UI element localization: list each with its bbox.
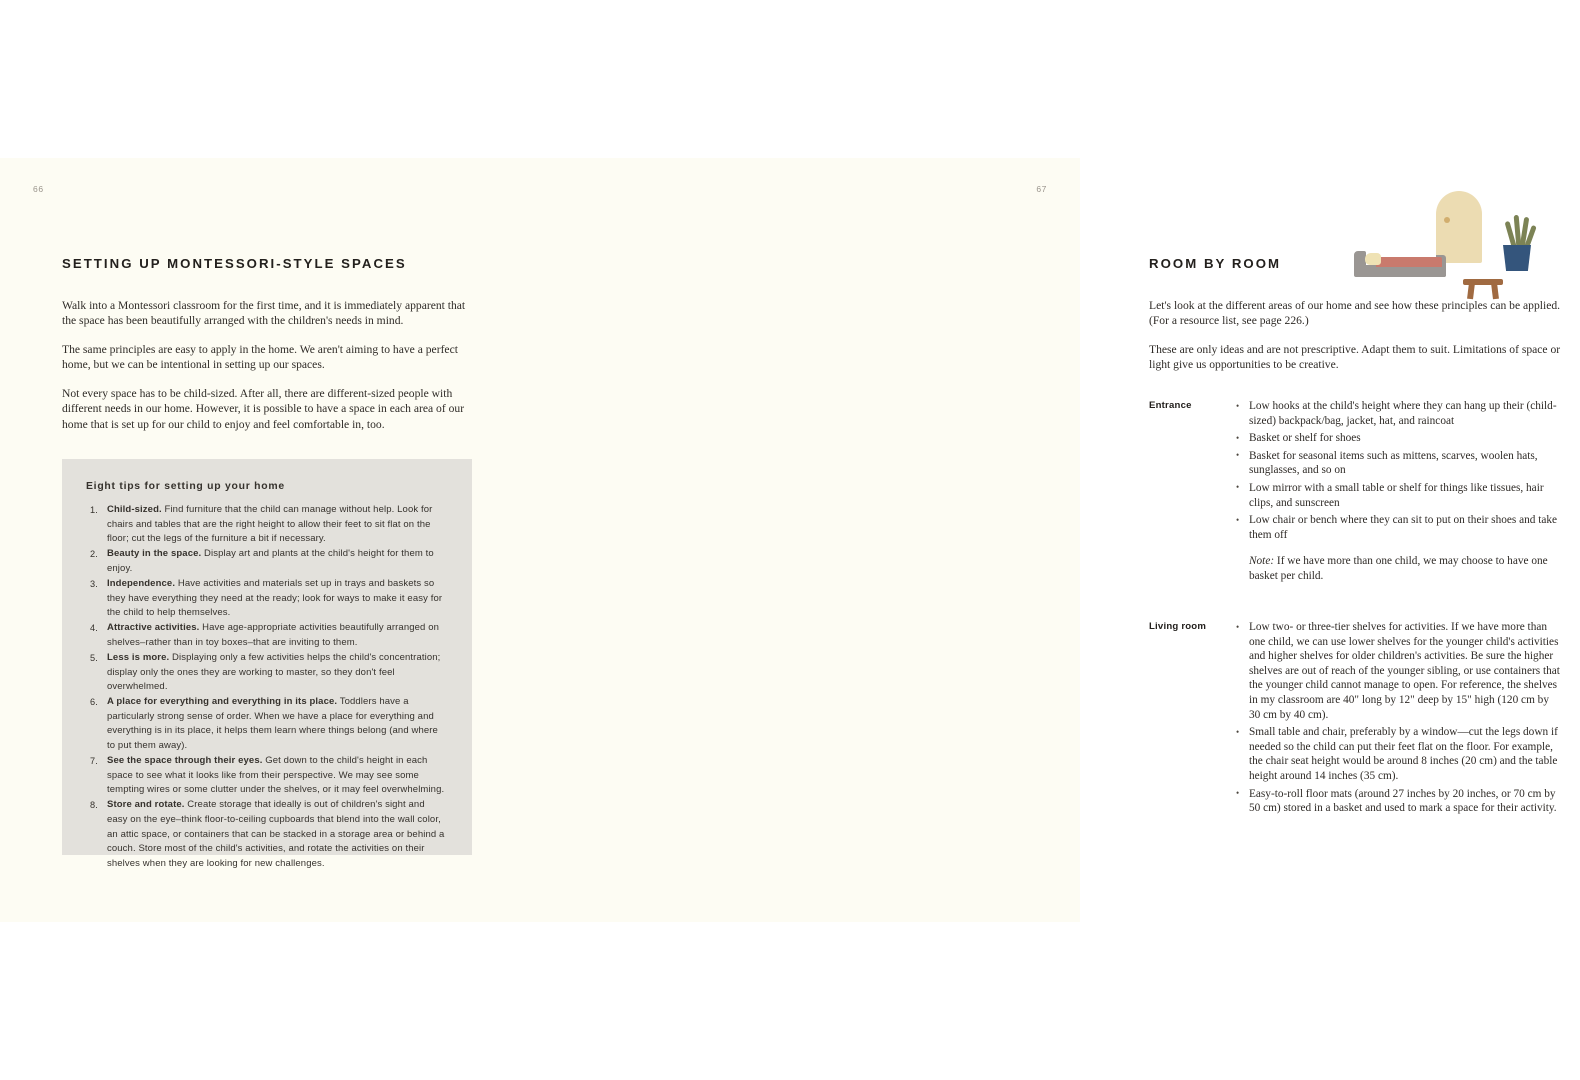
tip-text: Toddlers have a particularly strong sense of order. When we have a place for everything and everything is in its place, it helps them learn where things belong (and where to put them away).: [107, 696, 438, 751]
bed-head-icon: [1354, 251, 1366, 277]
eight-tips-box: [62, 459, 472, 869]
tips-box-title: Eight tips for setting up your home: [86, 481, 285, 492]
living-room-bullet-list: [1235, 620, 1561, 816]
tip-item: [86, 547, 446, 576]
right-paragraph-2: These are only ideas and are not prescriptive. Adapt them to suit. Limitations of space or light give us opportunities to be creative.: [1149, 343, 1561, 372]
bed-blanket-icon: [1376, 257, 1442, 267]
tips-list: [86, 503, 446, 871]
list-item: • Low chair or bench where they can sit to put on their shoes and take them off: [1235, 513, 1561, 542]
right-page-body: [1149, 298, 1561, 386]
left-page: [0, 158, 540, 922]
room-label-living-room: Living room: [1149, 621, 1207, 632]
tip-term: Child-sized.: [107, 504, 162, 515]
room-body-living-room: [1235, 620, 1561, 819]
tip-term: A place for everything and everything in its place.: [107, 696, 338, 708]
page-number-left: 66: [33, 184, 44, 194]
tip-item: [86, 695, 446, 753]
list-item: • Basket or shelf for shoes: [1235, 431, 1561, 446]
entrance-bullet-list: [1235, 399, 1561, 542]
door-knob-icon: [1444, 217, 1450, 223]
book-spread: [0, 158, 1561, 922]
list-item: • Easy-to-roll floor mats (around 27 inches by 20 inches, or 70 cm by 50 cm) stored in a basket and used to mark a space for their activity.: [1235, 787, 1561, 816]
tip-text: Have activities and materials set up in trays and baskets so they have everything they need at the ready; look for ways to make it easy for the child to help themselves.: [107, 577, 443, 619]
tip-item: [86, 754, 446, 798]
tip-item: [86, 577, 446, 621]
right-page: [540, 158, 1561, 922]
left-page-heading: SETTING UP MONTESSORI-STYLE SPACES: [62, 256, 407, 271]
page-number-right: 67: [1036, 184, 1047, 194]
tip-item: [86, 621, 446, 650]
tip-text: Display art and plants at the child's height for them to enjoy.: [107, 548, 434, 574]
list-item: • Small table and chair, preferably by a window—cut the legs down if needed so the child can put their feet flat on the floor. For example, the chair seat height would be around 8 inches (20 cm) and the table height around 14 inches (35 cm).: [1235, 725, 1561, 783]
bench-leg-right-icon: [1491, 283, 1499, 300]
tip-term: Attractive activities.: [107, 622, 200, 634]
list-item: • Low two- or three-tier shelves for activities. If we have more than one child, we can use lower shelves for the younger child's activities and higher shelves for older children's activities. Be sure the higher shelves are out of reach of the younger sibling, or use containers that the younger child cannot manage to open. For reference, the shelves in my classroom are 40" long by 12" deep by 15" high (120 cm by 30 cm by 40 cm).: [1235, 620, 1561, 722]
plant-pot-icon: [1503, 245, 1531, 271]
tip-text: Create storage that ideally is out of children's sight and easy on the eye–think floor-to-ceiling cupboards that blend into the wall color, an attic space, or containers that can be stacked in a storage area or behind a couch. Store most of the child's activities, and rotate the activities on their shelves when they are looking for new challenges.: [107, 799, 445, 869]
right-page-heading: ROOM BY ROOM: [1149, 256, 1282, 271]
tip-term: Store and rotate.: [107, 799, 185, 811]
tip-term: Independence.: [107, 577, 176, 589]
room-label-entrance: Entrance: [1149, 400, 1192, 411]
tip-term: See the space through their eyes.: [107, 755, 263, 767]
tip-item: [86, 651, 446, 695]
note-label: Note:: [1249, 555, 1275, 568]
tip-term: Less is more.: [107, 651, 170, 663]
tip-item: [86, 798, 446, 871]
bed-pillow-icon: [1365, 253, 1381, 265]
room-illustration: [1340, 183, 1580, 313]
room-block-entrance: [1149, 399, 1561, 584]
arched-door-icon: [1436, 191, 1482, 263]
left-paragraph-1: Walk into a Montessori classroom for the first time, and it is immediately apparent that the space has been beautifully arranged with the children's needs in mind.: [62, 299, 466, 328]
note-text: If we have more than one child, we may choose to have one basket per child.: [1249, 555, 1548, 582]
left-paragraph-2: The same principles are easy to apply in the home. We aren't aiming to have a perfect home, but we can be intentional in setting up our spaces.: [62, 343, 458, 372]
right-paragraph-1: Let's look at the different areas of our home and see how these principles can be applied. (For a resource list, see page 226.): [1149, 299, 1561, 328]
list-item: • Basket for seasonal items such as mittens, scarves, woolen hats, sunglasses, and so on: [1235, 449, 1561, 478]
list-item: • Low mirror with a small table or shelf for things like tissues, hair clips, and sunscreen: [1235, 481, 1561, 510]
tip-text: Get down to the child's height in each space to see what it looks like from their perspective. We may see some tempting wires or some clutter under the shelves, or it may feel overwhelming.: [107, 755, 445, 796]
room-body-entrance: [1235, 399, 1561, 584]
tip-term: Beauty in the space.: [107, 548, 202, 560]
bench-leg-left-icon: [1467, 283, 1475, 300]
left-page-body: [62, 298, 472, 446]
entrance-note: [1249, 554, 1561, 583]
tip-text: Have age-appropriate activities beautifully arranged on shelves–rather than in toy boxes–that are inviting to them.: [107, 622, 440, 648]
tip-text: Displaying only a few activities helps the child's concentration; display only the ones they are working to master, so they don't feel overwhelmed.: [107, 651, 441, 693]
tip-text: Find furniture that the child can manage without help. Look for chairs and tables that are the right height to allow their feet to sit flat on the floor; cut the legs of the furniture a bit if necessary.: [107, 504, 433, 545]
tip-item: [86, 503, 446, 547]
left-paragraph-3: Not every space has to be child-sized. After all, there are different-sized people with different needs in our home. However, it is possible to have a space in each area of our home that is set up for our child to enjoy and feel comfortable in, too.: [62, 387, 465, 431]
list-item: • Low hooks at the child's height where they can hang up their (child-sized) backpack/bag, jacket, hat, and raincoat: [1235, 399, 1561, 428]
room-block-living-room: [1149, 620, 1561, 819]
